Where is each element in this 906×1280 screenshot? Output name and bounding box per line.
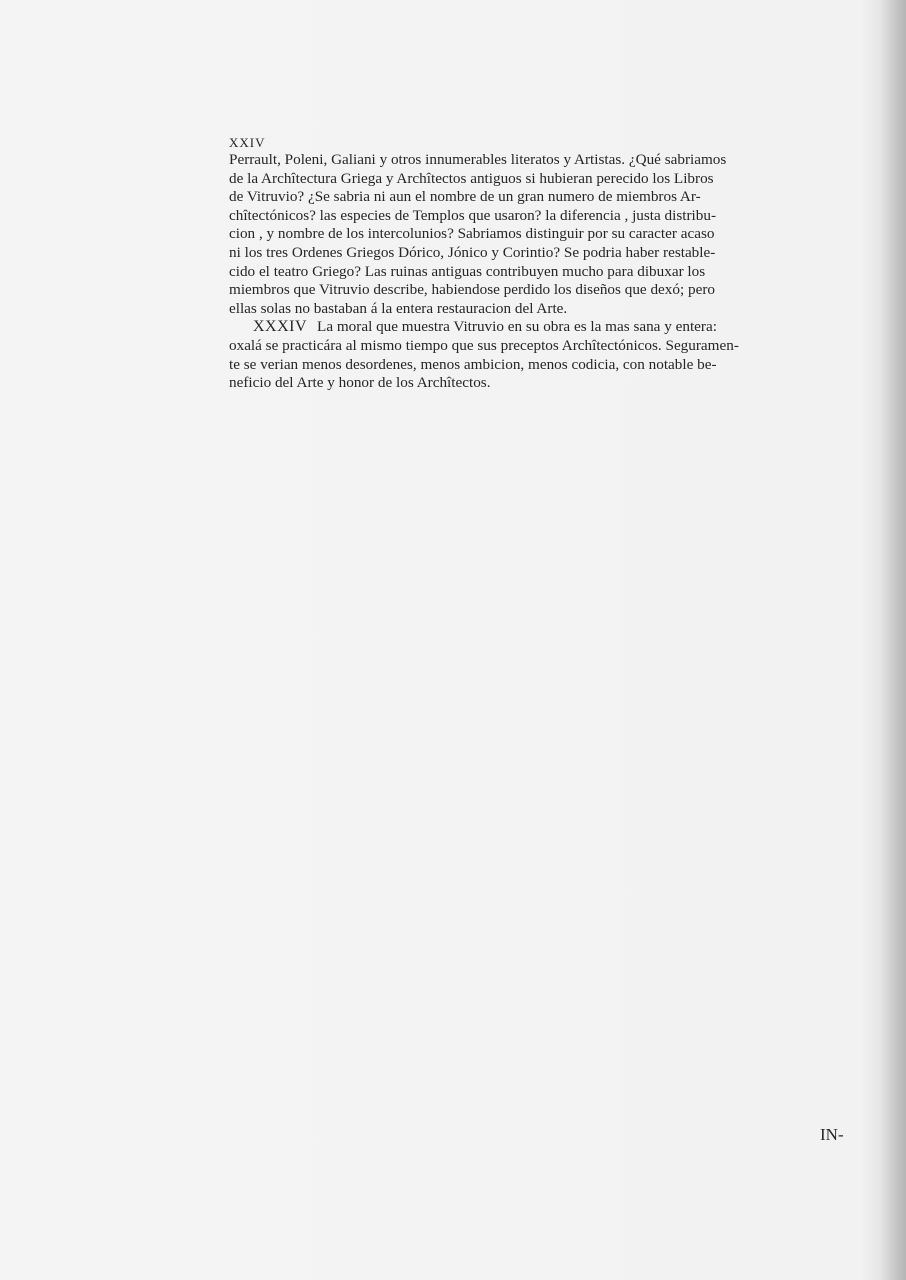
section-numeral: XXXIV	[253, 318, 308, 336]
text-line: oxalá se practicára al mismo tiempo que sus preceptos Archîtectónicos. Seguramen-	[229, 336, 739, 354]
text-line: chîtectónicos? las especies de Templos que usaron? la diferencia , justa distribu-	[229, 206, 717, 224]
text-line: cion , y nombre de los intercolunios? Sabriamos distinguir por su caracter acaso	[229, 225, 715, 243]
text-line: cido el teatro Griego? Las ruinas antiguas contribuyen mucho para dibuxar los	[229, 262, 706, 280]
body-text	[229, 151, 739, 393]
text-line: de Vitruvio? ¿Se sabria ni aun el nombre de un gran numero de miembros Ar-	[229, 188, 701, 206]
text-line: de la Archîtectura Griega y Archîtectos antiguos si hubieran perecido los Libros	[229, 169, 714, 187]
text-line: ni los tres Ordenes Griegos Dórico, Jónico y Corintio? Se podria haber restable-	[229, 243, 716, 261]
catchword: IN-	[820, 1125, 844, 1144]
text-line: ellas solas no bastaban á la entera restauracion del Arte.	[229, 299, 568, 317]
text-line: Perrault, Poleni, Galiani y otros innumerables literatos y Artistas. ¿Qué sabriamos	[229, 151, 727, 168]
text-line: neficio del Arte y honor de los Archîtectos.	[229, 374, 491, 392]
text-line: te se verian menos desordenes, menos ambicion, menos codicia, con notable be-	[229, 355, 717, 373]
text-line: miembros que Vitruvio describe, habiendose perdido los diseños que dexó; pero	[229, 281, 715, 299]
text-line: La moral que muestra Vitruvio en su obra es la mas sana y entera:	[317, 318, 717, 336]
paragraph-start-line	[229, 318, 717, 337]
page-header-numeral: XXIV	[229, 135, 266, 150]
